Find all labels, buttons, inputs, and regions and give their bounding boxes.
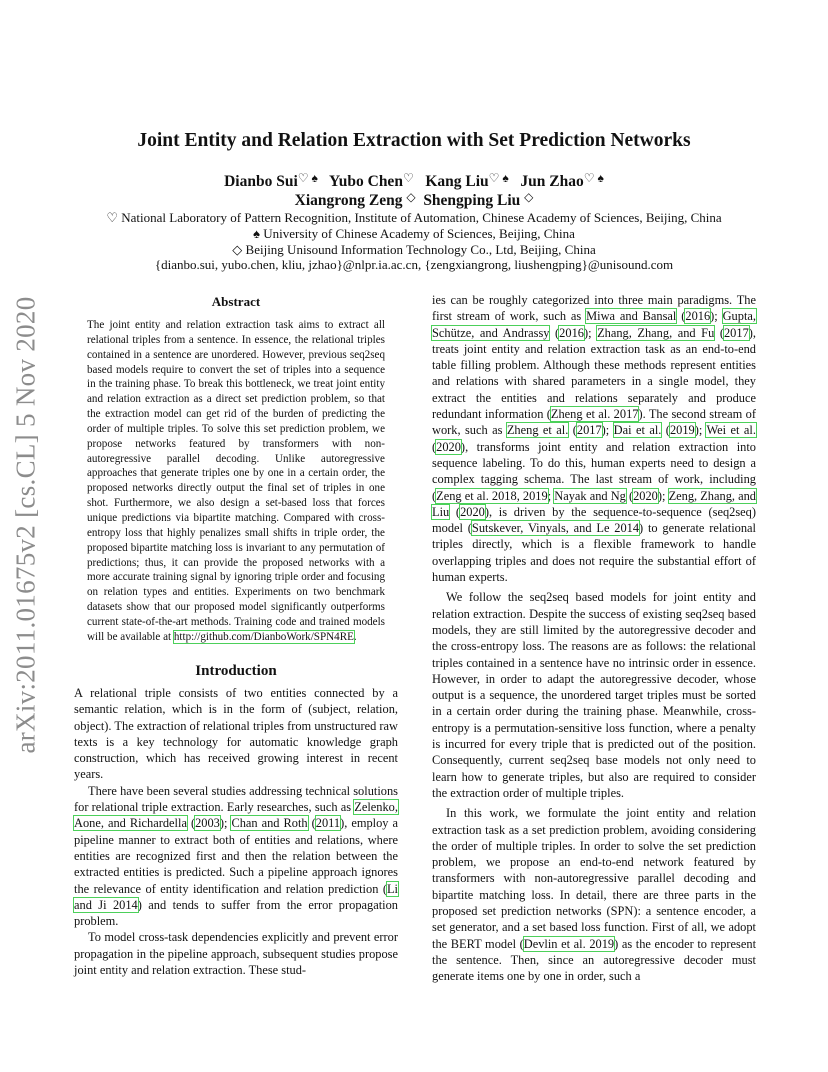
- abstract-heading: Abstract: [211, 294, 261, 309]
- abstract-body: The joint entity and relation extraction task aims to extract all relational triples from a sentence. In essence, the relational triples contained in a sentence are unordered. However, previous seq2seq based models require to convert the set of triples into a sequence in the training phase. To break this bottleneck, we treat joint entity and relation extraction as a direct set prediction problem, so that the extraction model can get rid of the burden of predicting the order of multiple triples. To solve this set prediction problem, we propose networks featured by transformers with non-autoregressive parallel decoding. Unlike autoregressive approaches that generate triples one by one in a certain order, the proposed networks directly output the final set of triples in one shot. Furthermore, we also design a set-based loss that forces unique predictions via bipartite matching. Compared with cross-entropy loss that highly penalizes small shifts in triple order, the proposed bipartite matching loss is invariant to any permutation of predictions; thus, it can provide the proposed networks with a more accurate training signal by ignoring triple order and focusing on relation types and entities. Experiments on two benchmark datasets show that our proposed model significantly outperforms current state-of-the-art methods. Training code and trained models will be available at http://github.com/DianboWork/SPN4RE.: [87, 319, 385, 643]
- citation-link[interactable]: Gupta, Schütze, and Andrassy: [432, 309, 756, 340]
- citation-link[interactable]: Zeng, Zhang, and Liu: [432, 488, 756, 519]
- left-column-text: [74, 685, 398, 978]
- paragraph: In this work, we formulate the joint entity and relation extraction task as a set prediction problem, avoiding considering the order of multiple triples. In order to solve the set prediction problem, we propose an end-to-end network featured by transformers with non-autoregressive parallel decoding and bipartite matching loss. In detail, there are three parts in the proposed set prediction networks (SPN): a sentence encoder, a set generator, and a set based loss function. First of all, we adopt the BERT model (Devlin et al. 2019) as the encoder to represent the sentence. Then, since an autoregressive decoder must generate items one by one in order, such a: [432, 806, 757, 984]
- citation-link[interactable]: 2016: [559, 325, 584, 340]
- affiliation: ♠ University of Chinese Academy of Sciences, Beijing, China: [253, 226, 575, 241]
- citation-link[interactable]: Dai et al.: [613, 423, 662, 438]
- author: Kang Liu♡ ♠: [425, 171, 509, 190]
- citation-link[interactable]: 2020: [460, 504, 485, 519]
- introduction-heading: Introduction: [195, 663, 277, 679]
- paper-title: Joint Entity and Relation Extraction with Set Prediction Networks: [137, 130, 691, 151]
- author: Yubo Chen♡: [328, 171, 414, 190]
- paragraph: There have been several studies addressing technical solutions for relational triple extraction. Early researches, such as Zelenko, Aone, and Richardella (2003); Chan and Roth (2011), employ a pipeline manner to extract both of entities and relations, where entities are recognized first and then the relation between the extracted entities is predicted. Such a pipeline approach ignores the relevance of entity identification and relation prediction (Li and Ji 2014) and tends to suffer from the error propagation problem.: [74, 783, 398, 929]
- citation-link[interactable]: Zhang, Zhang, and Fu: [597, 325, 715, 340]
- arxiv-stamp: arXiv:2011.01675v2 [cs.CL] 5 Nov 2020: [10, 296, 41, 754]
- author: Xiangrong Zeng ◇: [294, 190, 416, 209]
- citation-link[interactable]: Devlin et al. 2019: [523, 936, 615, 951]
- paragraph: ies can be roughly categorized into three main paradigms. The first stream of work, such as Miwa and Bansal (2016); Gupta, Schütze, and Andrassy (2016); Zhang, Zhang, and Fu (2017), treats joint entity and relation extraction task as an end-to-end table filling problem. Although these methods represent entities and relations with shared parameters in a single model, they extract the entities and relations separately and produce redundant information (Zheng et al. 2017). The second stream of work, such as Zheng et al. (2017); Dai et al. (2019); Wei et al. (2020), transforms joint entity and relation extraction into sequence labeling. To do this, human experts need to design a complex tagging schema. The last stream of work, including (Zeng et al. 2018, 2019; Nayak and Ng (2020); Zeng, Zhang, and Liu (2020), is driven by the sequence-to-sequence (seq2seq) model (Sutskever, Vinyals, and Le 2014) to generate relational triples directly, which is a flexible framework to handle overlapping triples and does not require the substantial effort of human experts.: [432, 293, 757, 585]
- citation-link[interactable]: 2017: [576, 423, 602, 438]
- paragraph: To model cross-task dependencies explicitly and prevent error propagation in the pipeline approach, subsequent studies propose joint entity and relation extraction. These stud-: [74, 930, 398, 978]
- citation-link[interactable]: 2016: [685, 309, 711, 324]
- citation-link[interactable]: Wei et al.: [706, 423, 756, 438]
- citation-link[interactable]: Nayak and Ng: [554, 488, 626, 503]
- citation-link[interactable]: Sutskever, Vinyals, and Le 2014: [471, 521, 640, 536]
- author: Shengping Liu ◇: [423, 190, 534, 209]
- citation-link[interactable]: Zeng et al. 2018, 2019: [436, 488, 548, 503]
- author-line-1: [0, 171, 828, 191]
- author: Jun Zhao♡ ♠: [520, 171, 604, 190]
- citation-link[interactable]: 2020: [633, 488, 658, 503]
- author: Dianbo Sui♡ ♠: [224, 171, 318, 190]
- author-emails: {dianbo.sui, yubo.chen, kliu, jzhao}@nlpr.ia.ac.cn, {zengxiangrong, liushengping}@unisound.com: [154, 257, 674, 272]
- paragraph: A relational triple consists of two entities connected by a semantic relation, which is in the form of (subject, relation, object). The extraction of relational triples from unstructured raw texts is a key technology for automatic knowledge graph construction, which has received growing interest in recent years.: [74, 686, 398, 782]
- citation-link[interactable]: Miwa and Bansal: [586, 309, 677, 324]
- affiliation: ♡ National Laboratory of Pattern Recognition, Institute of Automation, Chinese Academy of Sciences, Beijing, China: [106, 210, 722, 225]
- author-line-2: [0, 190, 828, 210]
- right-column-text: [432, 292, 756, 984]
- paragraph: We follow the seq2seq based models for joint entity and relation extraction. Despite the success of existing seq2seq based models, they are still limited by the autoregressive decoder and the cross-entropy loss. The reasons are as follows: the relational triples contained in a sentence have no intrinsic order in essence. However, in order to adapt the autoregressive decoder, whose output is a sequence, the unordered target triples must be sorted in a certain order during the training phase. Meanwhile, cross-entropy is a permutation-sensitive loss function, where a penalty is incurred for every triple that is predicted out of the position. Consequently, current seq2seq base models not only need to learn how to generate triples, but also are required to consider the extraction order of multiple triples.: [432, 590, 756, 800]
- citation-link[interactable]: 2011: [315, 816, 341, 831]
- affiliation: ◇ Beijing Unisound Information Technology Co., Ltd, Beijing, China: [232, 242, 596, 257]
- citation-link[interactable]: 2020: [436, 439, 461, 454]
- citation-link[interactable]: 2017: [723, 325, 749, 340]
- code-link[interactable]: http://github.com/DianboWork/SPN4RE: [173, 630, 354, 643]
- citation-link[interactable]: 2019: [669, 423, 695, 438]
- citation-link[interactable]: Zheng et al.: [506, 423, 569, 438]
- citation-link[interactable]: Zheng et al. 2017: [550, 407, 639, 422]
- citation-link[interactable]: Zelenko, Aone, and Richardella: [74, 800, 398, 831]
- citation-link[interactable]: Chan and Roth: [231, 816, 308, 831]
- citation-link[interactable]: Li and Ji 2014: [74, 881, 398, 912]
- citation-link[interactable]: 2003: [195, 816, 220, 831]
